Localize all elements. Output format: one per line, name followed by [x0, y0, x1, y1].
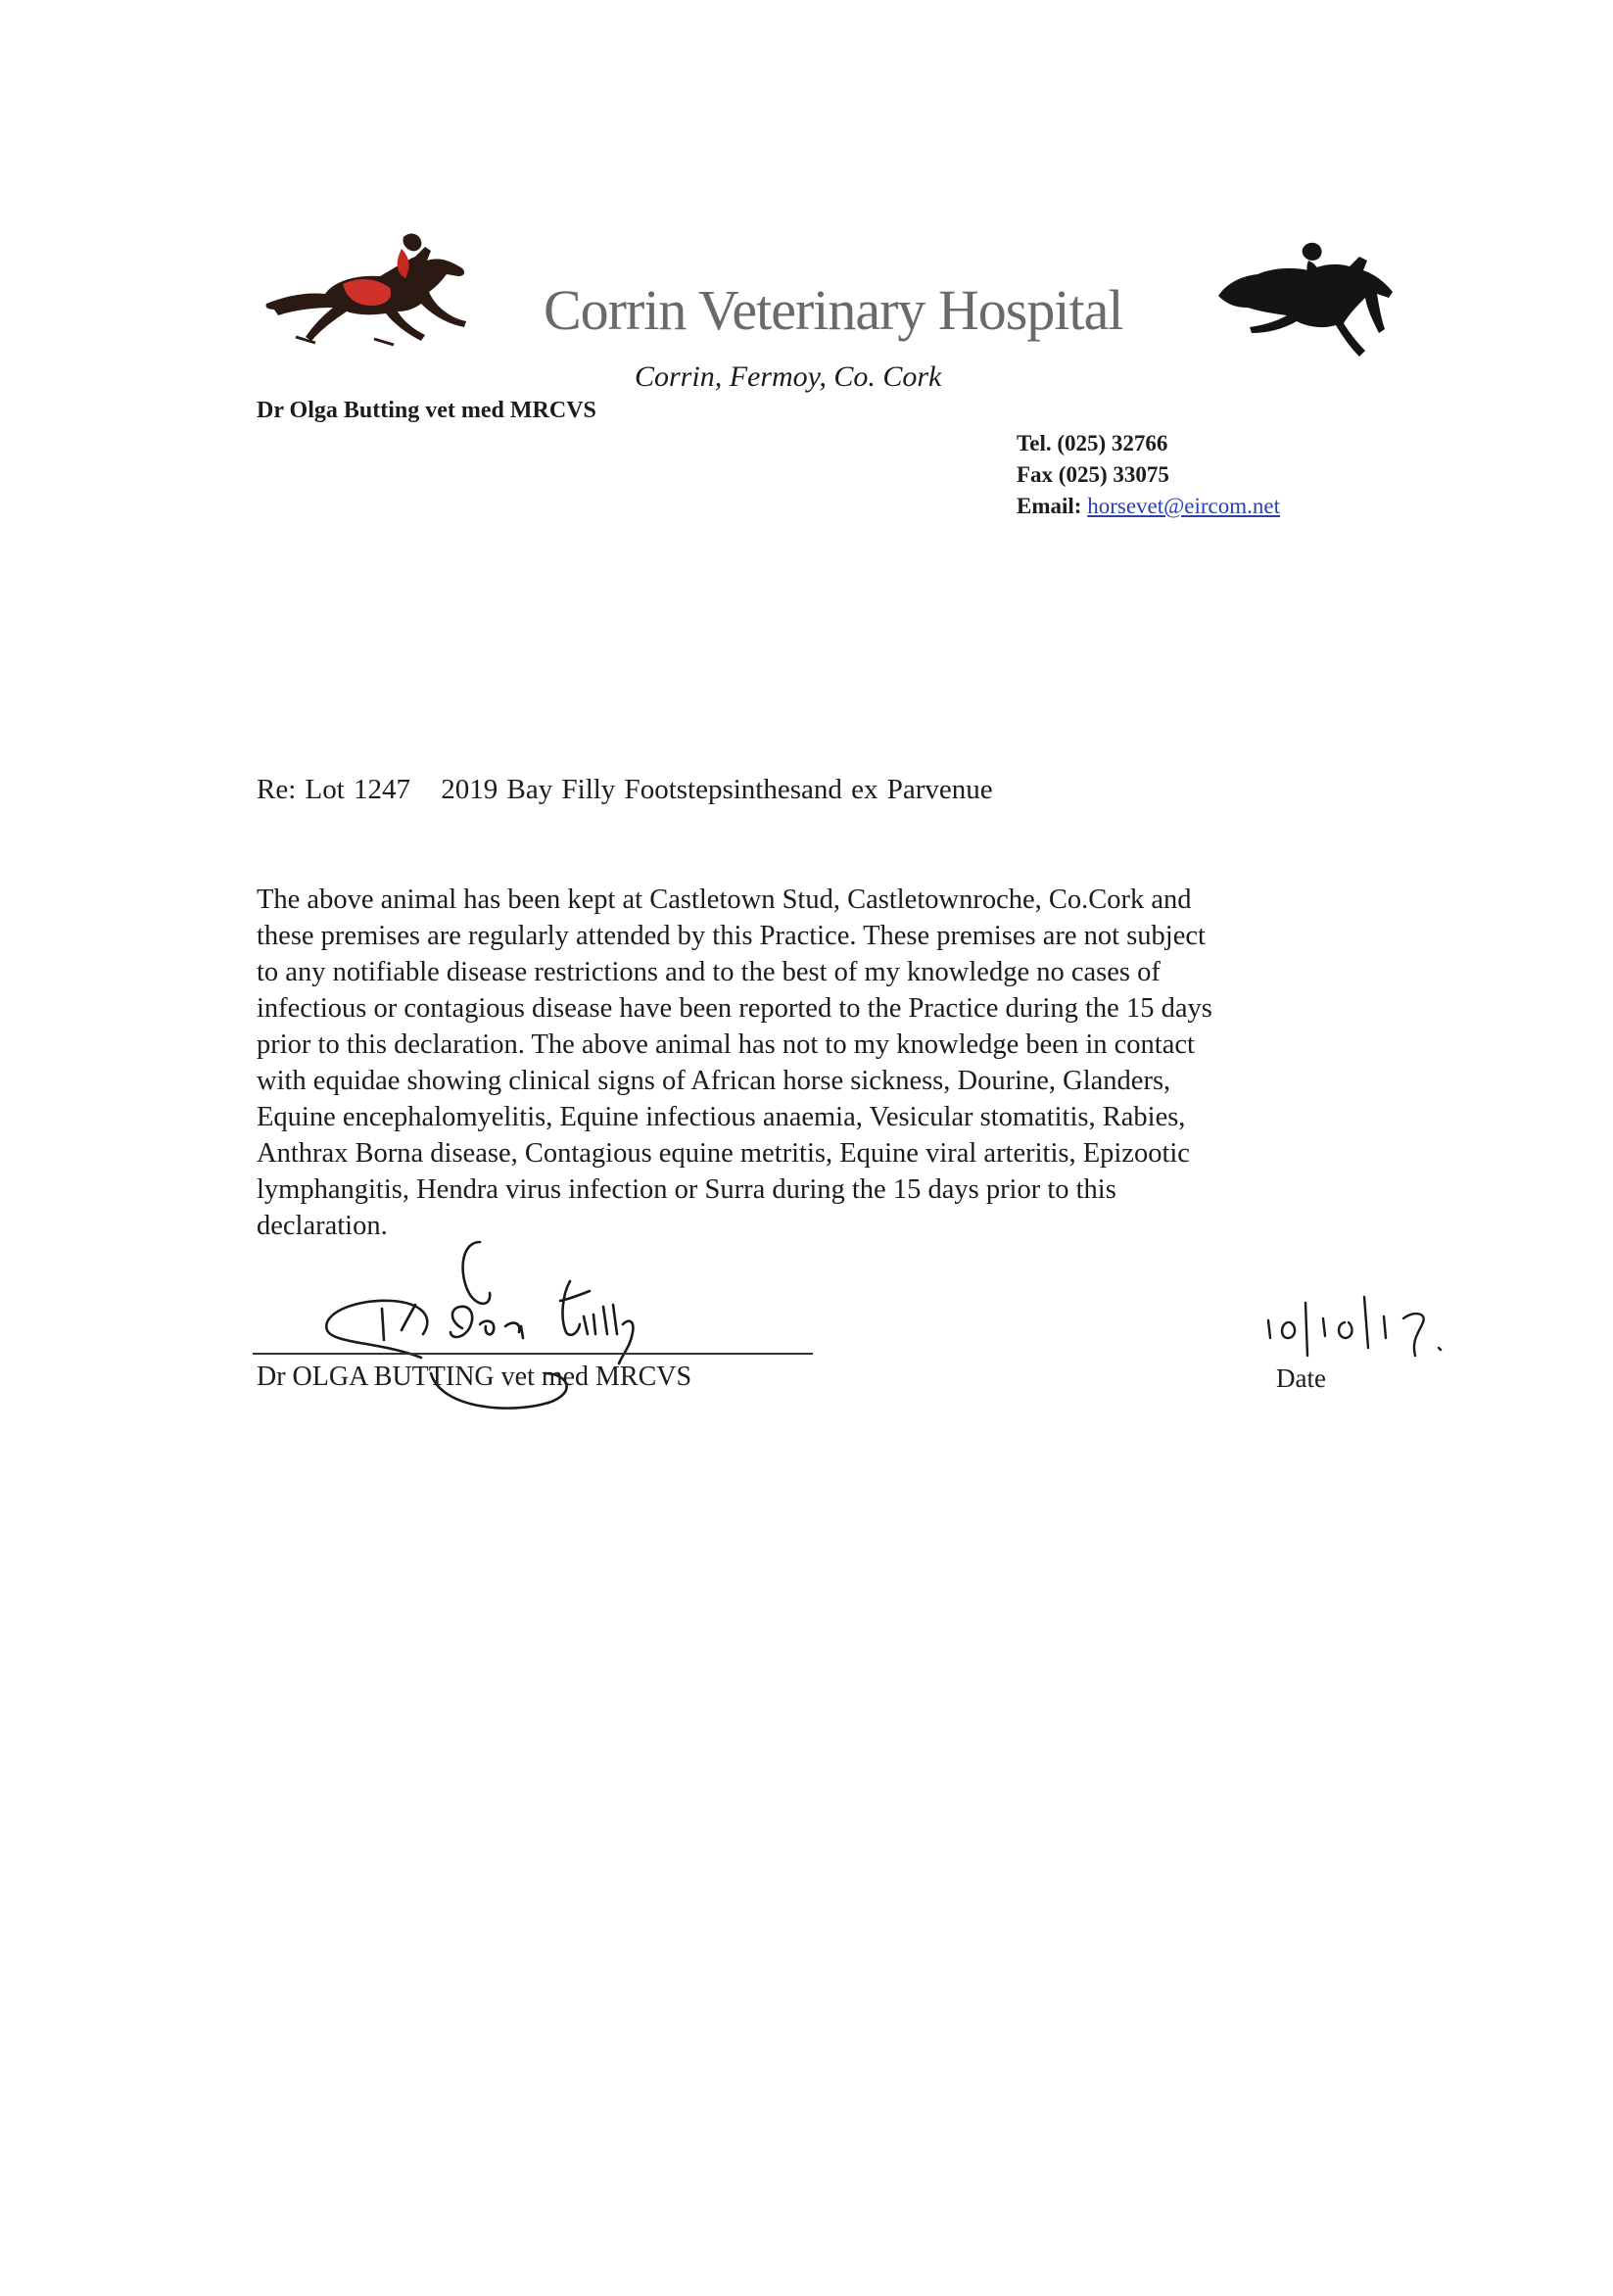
body-line: Anthrax Borna disease, Contagious equine metritis, Equine viral arteritis, Epizootic: [257, 1138, 1190, 1169]
date-label: Date: [1276, 1363, 1326, 1393]
email-label: Email:: [1017, 494, 1082, 518]
subject-horse: 2019 Bay Filly Footstepsinthesand ex Parvenue: [441, 774, 993, 805]
subject-line: [257, 774, 993, 806]
fax: Fax (025) 33075: [1017, 462, 1169, 487]
body-line: with equidae showing clinical signs of African horse sickness, Dourine, Glanders,: [257, 1066, 1171, 1096]
email-row: [1017, 491, 1280, 522]
vet-name: Dr Olga Butting vet med MRCVS: [257, 398, 596, 423]
body-line: these premises are regularly attended by this Practice. These premises are not subject: [257, 921, 1206, 951]
body-line: infectious or contagious disease have been reported to the Practice during the 15 days: [257, 993, 1212, 1024]
hospital-address: Corrin, Fermoy, Co. Cork: [635, 360, 942, 393]
body-line: lymphangitis, Hendra virus infection or Surra during the 15 days prior to this: [257, 1174, 1116, 1205]
racehorse-jockey-red-icon: [257, 227, 482, 355]
body-line: Equine encephalomyelitis, Equine infectious anaemia, Vesicular stomatitis, Rabies,: [257, 1102, 1186, 1132]
body-line: declaration.: [257, 1211, 388, 1241]
body-line: to any notifiable disease restrictions and to the best of my knowledge no cases of: [257, 957, 1161, 987]
hospital-name: Corrin Veterinary Hospital: [544, 278, 1123, 342]
contact-block: [1017, 428, 1280, 522]
body-line: The above animal has been kept at Castletown Stud, Castletownroche, Co.Cork and: [257, 885, 1192, 915]
signature-line: [253, 1353, 813, 1355]
signatory-name: Dr OLGA BUTTING vet med MRCVS: [257, 1362, 692, 1392]
subject-lot: Re: Lot 1247: [257, 774, 411, 805]
body-line: prior to this declaration. The above animal has not to my knowledge been in contact: [257, 1029, 1195, 1060]
jumping-horse-silhouette-icon: [1212, 235, 1399, 362]
email-link[interactable]: horsevet@eircom.net: [1087, 494, 1281, 518]
declaration-body: [257, 882, 1363, 1244]
telephone: Tel. (025) 32766: [1017, 431, 1168, 455]
handwritten-date: [1258, 1283, 1494, 1371]
